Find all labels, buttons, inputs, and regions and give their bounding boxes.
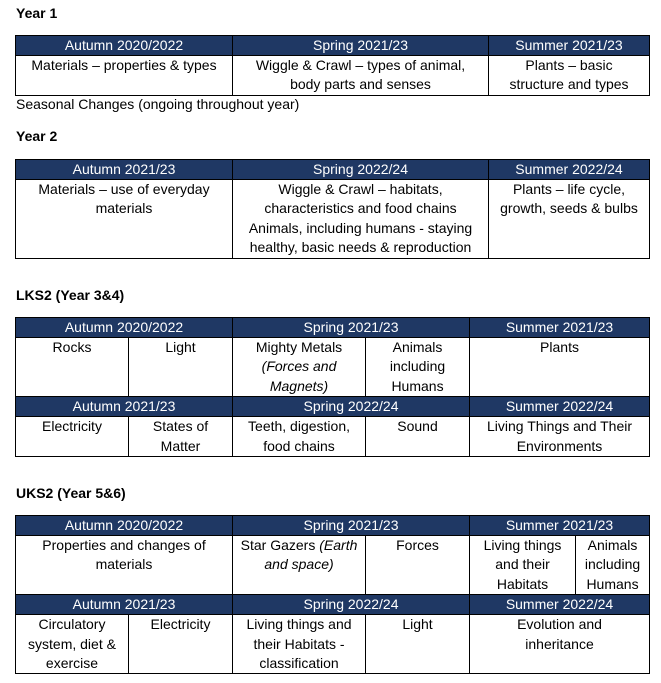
lks2-cell-teeth: Teeth, digestion, food chains [233, 417, 366, 457]
year1-cell-spring: Wiggle & Crawl – types of animal, body parts and senses [233, 56, 489, 96]
uks2-cell-evolution: Evolution and inheritance [470, 615, 650, 674]
uks2-cell-star-gazers-title: Star Gazers [240, 537, 320, 553]
year1-cell-autumn: Materials – properties & types [16, 56, 233, 96]
lks2-cell-metals-subtitle: (Forces and Magnets) [261, 358, 337, 394]
lks2-header-summer-a: Summer 2021/23 [470, 318, 650, 338]
lks2-header-autumn-a: Autumn 2020/2022 [16, 318, 233, 338]
lks2-cell-rocks: Rocks [16, 338, 129, 397]
year1-heading: Year 1 [16, 5, 58, 21]
uks2-header-summer-b: Summer 2022/24 [470, 595, 650, 615]
lks2-cell-living-things: Living Things and Their Environments [470, 417, 650, 457]
lks2-heading: LKS2 (Year 3&4) [16, 287, 125, 303]
uks2-header-autumn-a: Autumn 2020/2022 [16, 516, 233, 536]
uks2-header-spring-b: Spring 2022/24 [233, 595, 470, 615]
lks2-header-summer-b: Summer 2022/24 [470, 397, 650, 417]
year1-cell-summer: Plants – basic structure and types [489, 56, 650, 96]
year2-cell-autumn: Materials – use of everyday materials [16, 180, 233, 259]
year2-header-spring: Spring 2022/24 [233, 160, 489, 180]
uks2-cell-star-gazers-subtitle: (Earth and space) [264, 537, 358, 573]
year1-table [15, 35, 650, 96]
uks2-cell-forces: Forces [366, 536, 470, 595]
uks2-header-summer-a: Summer 2021/23 [470, 516, 650, 536]
year1-header-summer: Summer 2021/23 [489, 36, 650, 56]
lks2-header-autumn-b: Autumn 2021/23 [16, 397, 233, 417]
year2-header-autumn: Autumn 2021/23 [16, 160, 233, 180]
uks2-header-autumn-b: Autumn 2021/23 [16, 595, 233, 615]
lks2-header-spring-a: Spring 2021/23 [233, 318, 470, 338]
uks2-cell-properties: Properties and changes of materials [16, 536, 233, 595]
uks2-cell-star-gazers [233, 536, 366, 595]
lks2-header-spring-b: Spring 2022/24 [233, 397, 470, 417]
uks2-cell-electricity: Electricity [129, 615, 233, 674]
lks2-cell-metals-title: Mighty Metals [255, 339, 343, 355]
lks2-cell-sound: Sound [366, 417, 470, 457]
year1-header-spring: Spring 2021/23 [233, 36, 489, 56]
lks2-cell-animals: Animals including Humans [366, 338, 470, 397]
year2-cell-summer: Plants – life cycle, growth, seeds & bulbs [489, 180, 650, 259]
uks2-cell-light: Light [366, 615, 470, 674]
uks2-cell-living-habitats: Living things and their Habitats [470, 536, 576, 595]
lks2-cell-electricity: Electricity [16, 417, 129, 457]
uks2-cell-circulatory: Circulatory system, diet & exercise [16, 615, 129, 674]
year2-cell-spring: Wiggle & Crawl – habitats, characteristics and food chains Animals, including humans - staying healthy, basic needs & reproduction [233, 180, 489, 259]
uks2-cell-animals: Animals including Humans [576, 536, 650, 595]
lks2-table [15, 317, 650, 457]
year2-table [15, 159, 650, 259]
uks2-table [15, 515, 650, 674]
year1-header-autumn: Autumn 2020/2022 [16, 36, 233, 56]
lks2-cell-plants: Plants [470, 338, 650, 397]
uks2-cell-classification: Living things and their Habitats - classification [233, 615, 366, 674]
uks2-heading: UKS2 (Year 5&6) [16, 485, 126, 501]
year1-note: Seasonal Changes (ongoing throughout year) [16, 96, 300, 112]
year2-header-summer: Summer 2022/24 [489, 160, 650, 180]
lks2-cell-states-of-matter: States of Matter [129, 417, 233, 457]
lks2-cell-light: Light [129, 338, 233, 397]
lks2-cell-metals [233, 338, 366, 397]
year2-heading: Year 2 [16, 128, 58, 144]
uks2-header-spring-a: Spring 2021/23 [233, 516, 470, 536]
